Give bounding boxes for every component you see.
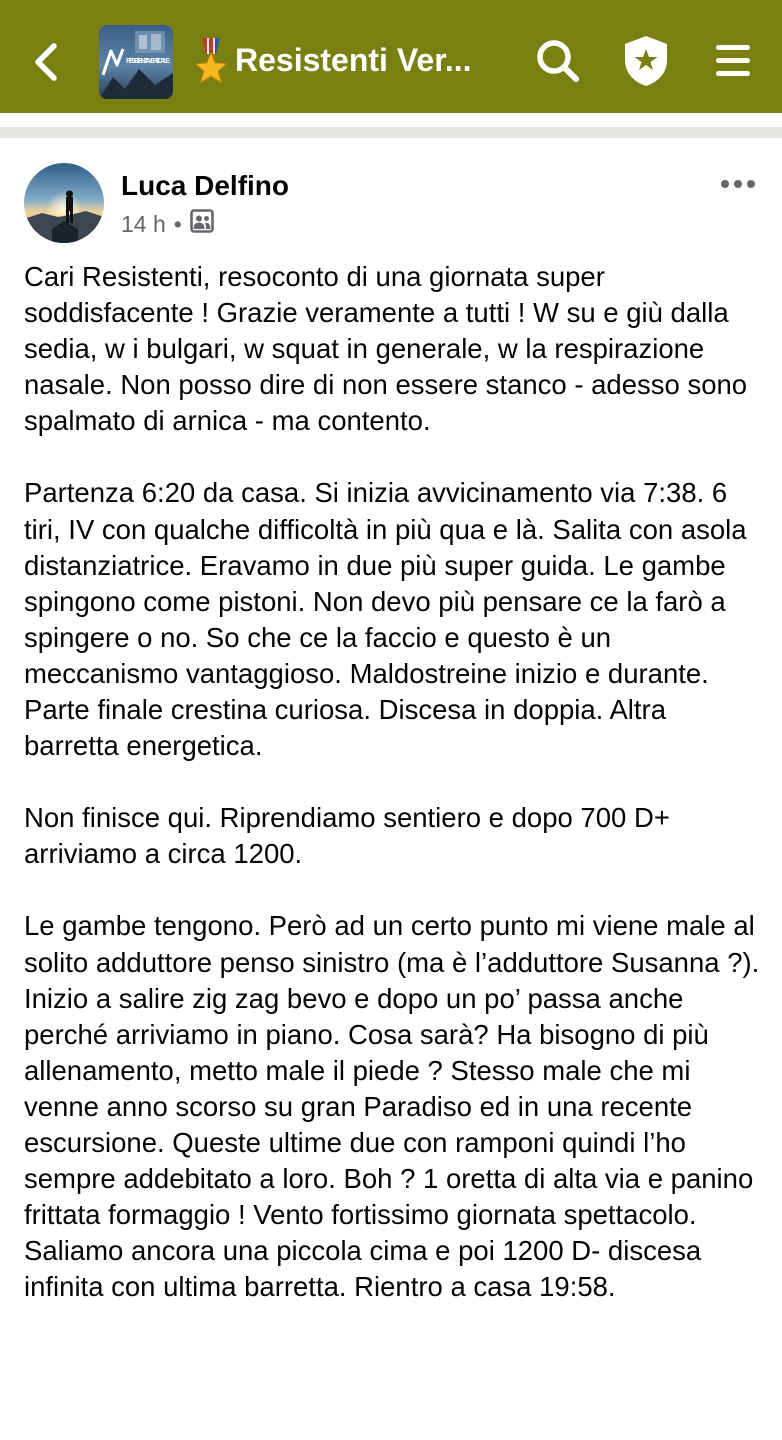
group-header-bar bbox=[0, 0, 782, 113]
post-paragraph: Cari Resistenti, resoconto di una giornata super soddisfacente ! Grazie veramente a tutti ! W su e giù dalla sedia, w i bulgari, w squat in generale, w la respirazione nasale. Non posso dire di non essere stanco - adesso sono spalmato di arnica - ma contento. bbox=[24, 261, 748, 437]
group-logo-text: RESISTENZA VERTICALE bbox=[126, 56, 170, 65]
group-members-icon bbox=[190, 209, 214, 240]
more-options-icon[interactable] bbox=[718, 172, 758, 196]
post-paragraph: Partenza 6:20 da casa. Si inizia avvicinamento via 7:38. 6 tiri, IV con qualche difficoltà in più qua e là. Salita con asola distanziatrice. Eravamo in due più super guida. Le gambe spingono come pistoni. Non devo più pensare ce la farò a spingere o no. So che ce la faccio e questo è un meccanismo vantaggioso. Maldostreine inizio e durante. Parte finale crestina curiosa. Discesa in doppia. Altra barretta energetica. bbox=[24, 477, 747, 762]
post-paragraph: Le gambe tengono. Però ad un certo punto mi viene male al solito adduttore penso sinistro (ma è l’adduttore Susanna ?). Inizio a salire zig zag bevo e dopo un po’ passa anche perché arriviamo in piano. Cosa sarà? Ha bisogno di più allenamento, metto male il piede ? Stesso male che mi venne anno scorso su gran Paradiso ed in una recente escursione. Queste ultime due con ramponi quindi l’ho sempre addebitato a loro. Boh ? 1 oretta di alta via e panino frittata formaggio ! Vento fortissimo giornata spettacolo. Saliamo ancora una piccola cima e poi 1200 D- discesa infinita con ultima barretta. Rientro a casa 19:58. bbox=[24, 910, 760, 1303]
search-icon[interactable] bbox=[535, 38, 581, 84]
meta-separator: • bbox=[173, 211, 182, 237]
post-time[interactable]: 14 h bbox=[121, 211, 166, 237]
post-body bbox=[24, 259, 764, 1305]
medal-icon bbox=[194, 38, 228, 84]
group-title[interactable]: Resistenti Ver... bbox=[235, 42, 472, 78]
group-thumbnail[interactable] bbox=[99, 25, 173, 99]
back-arrow-icon[interactable] bbox=[28, 40, 68, 84]
hamburger-menu-icon[interactable] bbox=[714, 42, 754, 80]
post-author-name[interactable]: Luca Delfino bbox=[121, 170, 290, 201]
avatar[interactable] bbox=[24, 163, 104, 243]
shield-star-icon[interactable] bbox=[622, 34, 670, 88]
feed-divider bbox=[0, 127, 782, 138]
post-paragraph: Non finisce qui. Riprendiamo sentiero e dopo 700 D+ arriviamo a circa 1200. bbox=[24, 802, 670, 870]
post-meta bbox=[121, 209, 214, 239]
